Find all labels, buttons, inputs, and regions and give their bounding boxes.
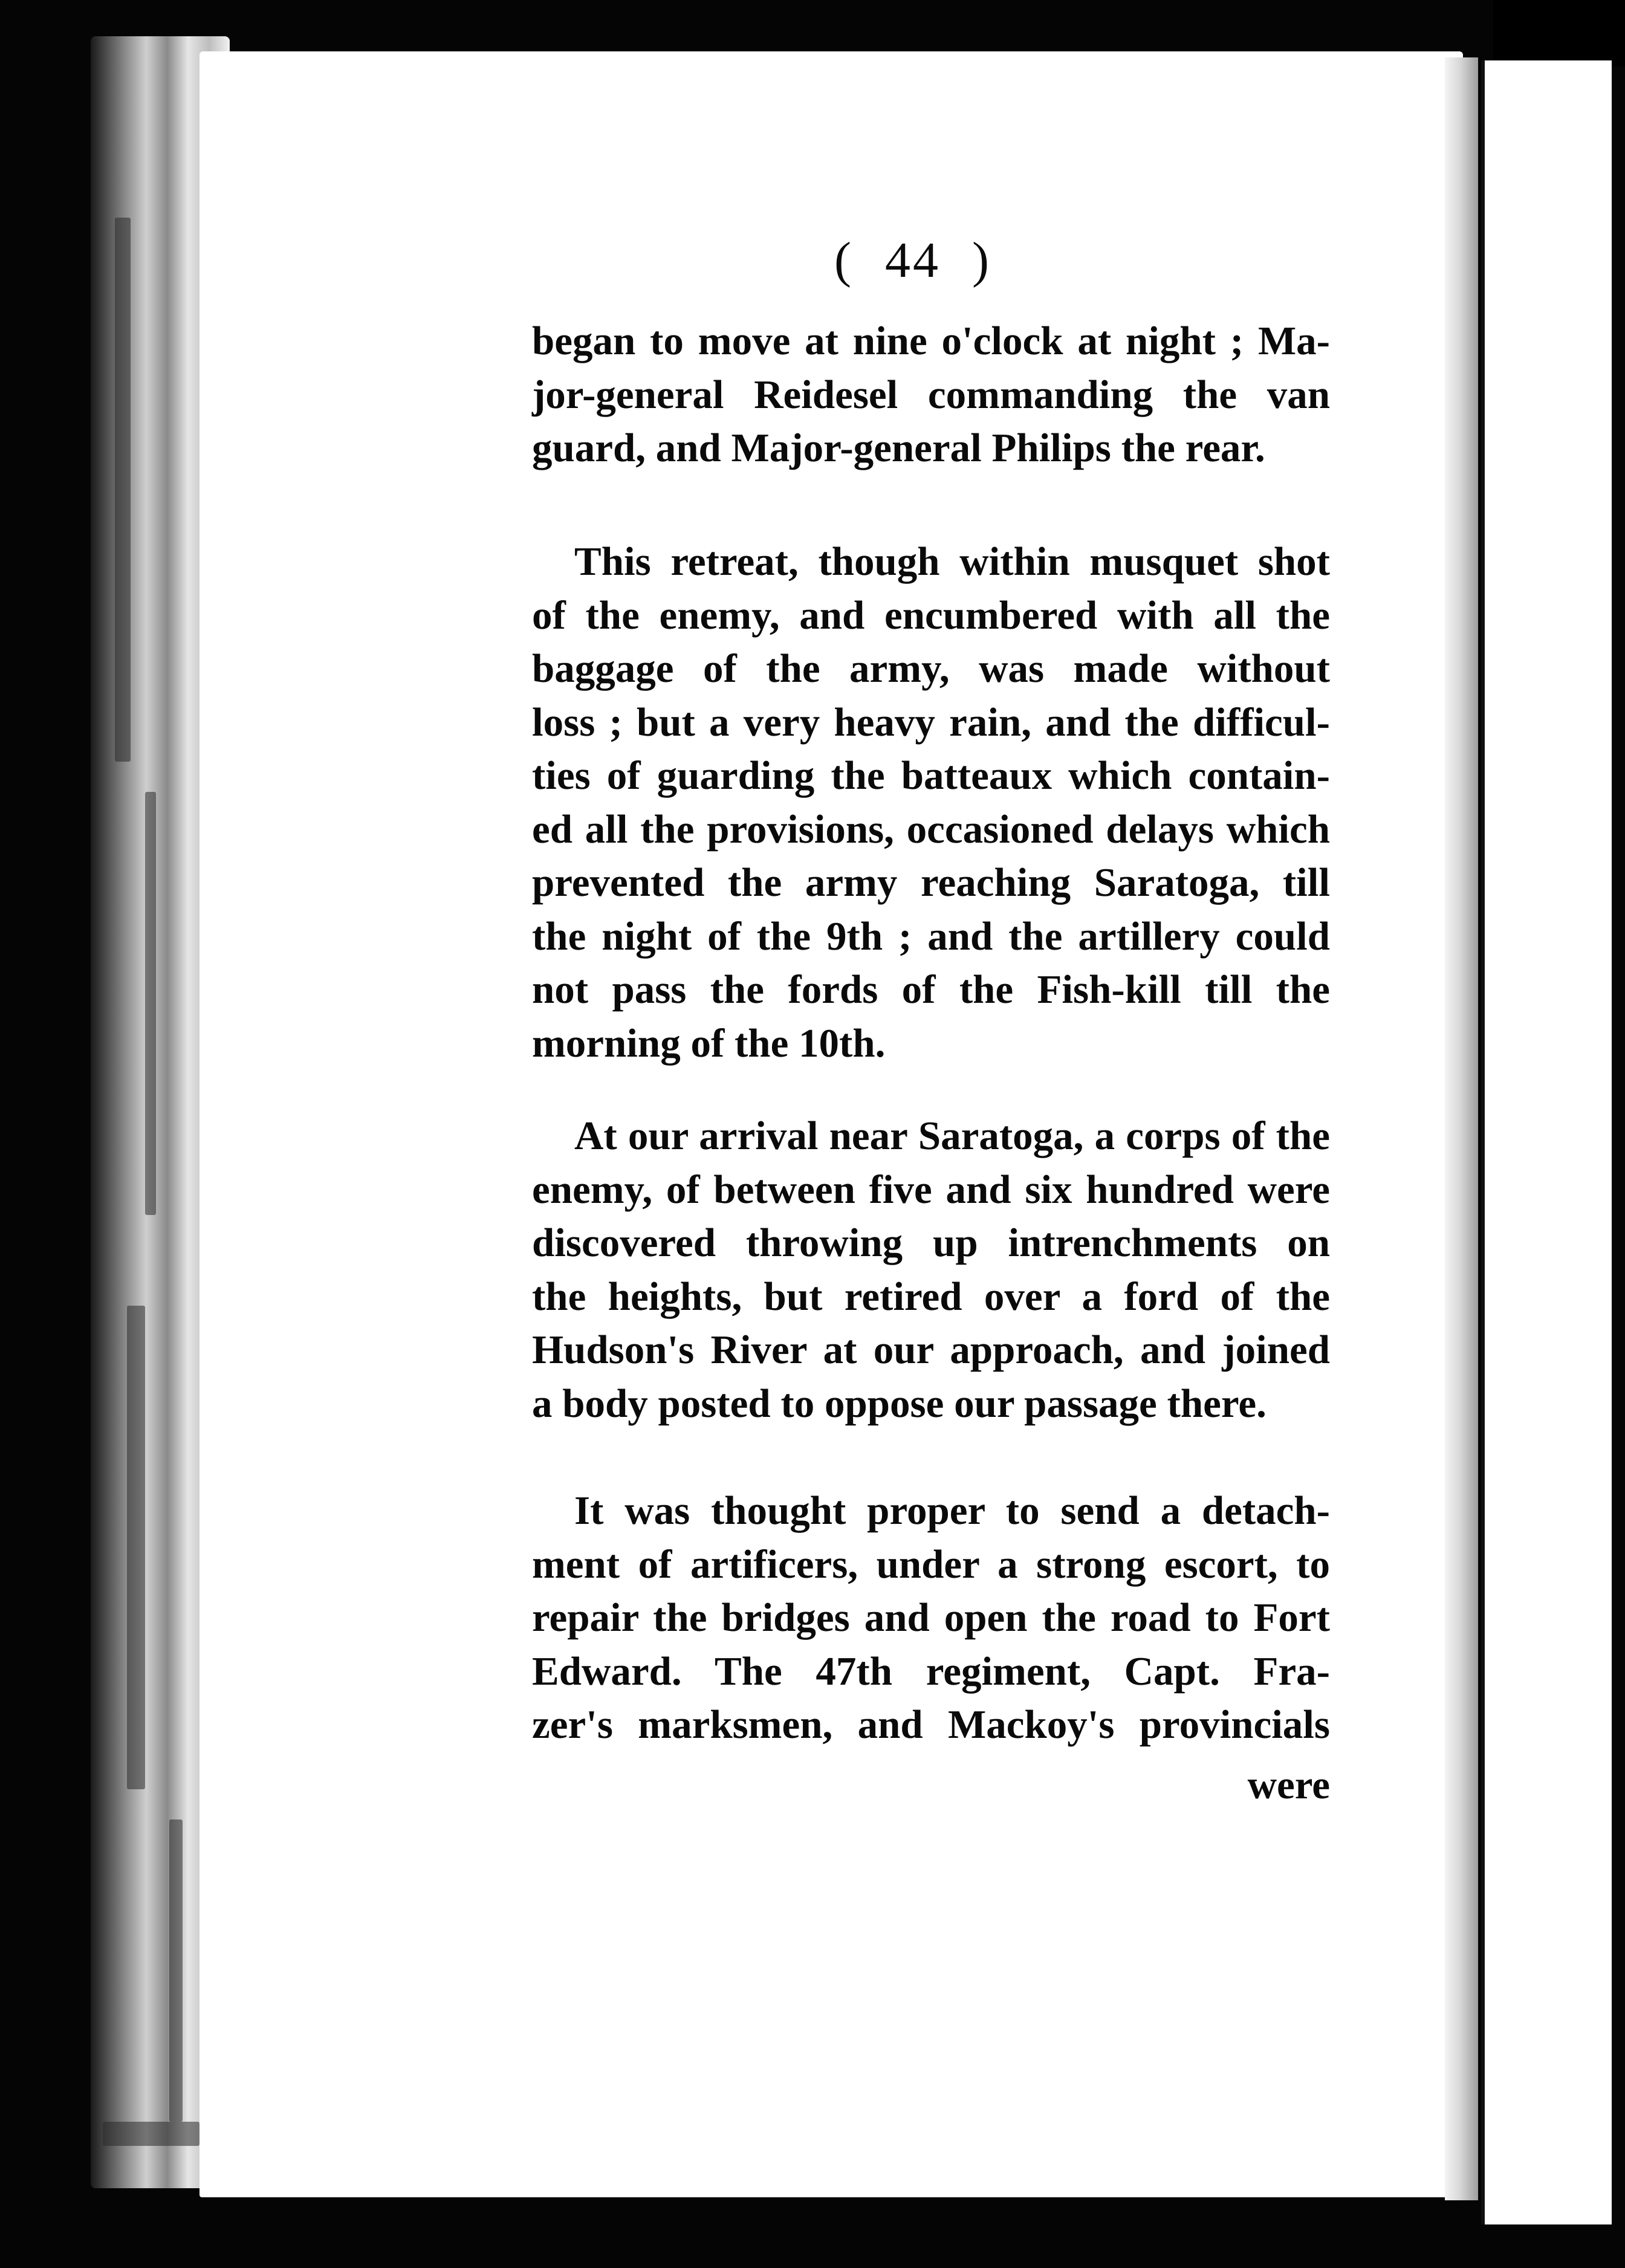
page-fore-edge [1445, 57, 1478, 2200]
page-number: 44 [885, 232, 941, 288]
text-line: ment of artificers, under a strong escort, to [532, 1541, 1330, 1587]
text-line: morning of the 10th. [532, 1020, 886, 1066]
scan-corner-shadow [1493, 0, 1625, 66]
text-line: discovered throwing up intrenchments on [532, 1220, 1330, 1265]
text-line: not pass the fords of the Fish-kill till the [532, 967, 1330, 1012]
page-number-header [792, 231, 1034, 290]
text-line: a body posted to oppose our passage there. [532, 1381, 1267, 1426]
text-line: loss ; but a very heavy rain, and the difficul- [532, 699, 1330, 745]
text-line: the heights, but retired over a ford of the [532, 1274, 1330, 1319]
text-line: At our arrival near Saratoga, a corps of the [574, 1113, 1330, 1158]
header-close-paren: ) [972, 232, 991, 288]
text-line: guard, and Major-general Philips the rear. [532, 426, 1265, 470]
catchword: were [1247, 1763, 1330, 1807]
text-line: repair the bridges and open the road to Fort [532, 1595, 1330, 1640]
text-line: prevented the army reaching Saratoga, till [532, 860, 1330, 905]
text-line: It was thought proper to send a detach- [574, 1488, 1330, 1533]
text-line: baggage of the army, was made without [532, 646, 1330, 691]
header-open-paren: ( [834, 232, 854, 288]
text-line: zer's marksmen, and Mackoy's provincials [532, 1702, 1330, 1747]
paragraph-2 [532, 535, 1330, 1070]
paragraph-1 [532, 314, 1330, 475]
paragraph-3 [532, 1109, 1330, 1430]
text-line: of the enemy, and encumbered with all the [532, 592, 1330, 638]
text-line: jor-general Reidesel commanding the van [532, 372, 1330, 417]
text-line: Edward. The 47th regiment, Capt. Fra- [532, 1648, 1330, 1694]
text-line: ties of guarding the batteaux which contain- [532, 753, 1330, 798]
text-line: This retreat, though within musquet shot [574, 539, 1330, 584]
next-leaf [1481, 60, 1612, 2224]
text-line: ed all the provisions, occasioned delays which [532, 806, 1330, 852]
text-line: enemy, of between five and six hundred were [532, 1167, 1330, 1212]
text-line: Hudson's River at our approach, and joined [532, 1327, 1330, 1372]
paragraph-4 [532, 1484, 1330, 1752]
text-line: began to move at nine o'clock at night ; Ma- [532, 319, 1330, 363]
text-line: the night of the 9th ; and the artillery could [532, 913, 1330, 959]
